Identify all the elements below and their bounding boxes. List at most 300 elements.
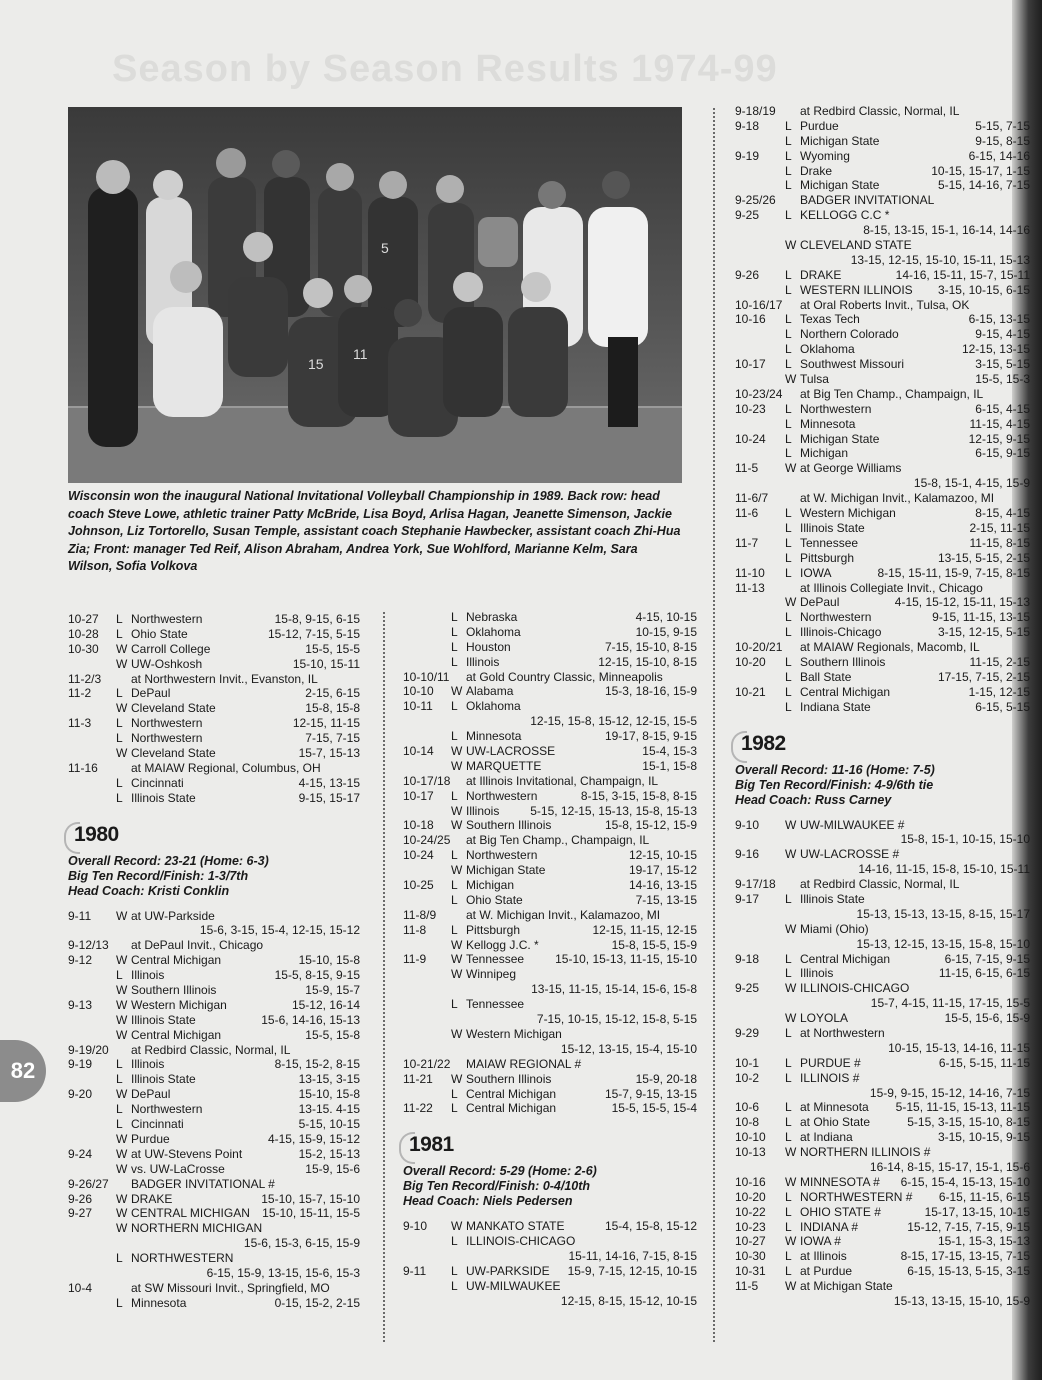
match-date: 11-21 (403, 1071, 433, 1086)
match-row (735, 312, 1030, 327)
match-row (68, 642, 360, 657)
match-result: L (785, 625, 792, 640)
match-scores: 5-15, 14-16, 7-15 (937, 178, 1030, 193)
match-date (735, 372, 785, 387)
match-opponent: Minnesota (466, 729, 522, 744)
match-result: W (451, 818, 463, 833)
match-scores: 15-5, 15-8 (305, 1027, 360, 1042)
match-opponent: Northwestern (466, 848, 538, 863)
match-opponent: UW-PARKSIDE (466, 1263, 550, 1278)
match-row (68, 701, 360, 716)
match-result: L (451, 1101, 458, 1116)
match-result: L (785, 312, 792, 327)
match-result: L (116, 626, 123, 641)
match-row (68, 1177, 360, 1192)
match-result: L (116, 612, 123, 626)
match-date (68, 1221, 116, 1236)
match-opponent: at Illinois (800, 1249, 847, 1264)
svg-text:15: 15 (308, 356, 324, 372)
match-scores: 6-15, 7-15, 9-15 (944, 951, 1030, 966)
match-opponent: Illinois (800, 966, 834, 981)
match-date (403, 655, 451, 670)
match-result: L (785, 267, 792, 282)
match-result: W (116, 1191, 128, 1206)
match-opponent: at Gold Country Classic, Minneapolis (466, 669, 663, 684)
match-opponent: at MAIAW Regional, Columbus, OH (131, 760, 321, 775)
match-scores-continued: 15-12, 13-15, 15-4, 15-10 (560, 1041, 697, 1056)
match-row (735, 1205, 1030, 1220)
match-opponent: PURDUE # (800, 1055, 861, 1070)
match-opponent: DePaul (131, 686, 171, 701)
match-opponent: Michigan (466, 878, 515, 893)
match-row (735, 357, 1030, 372)
match-row (68, 1102, 360, 1117)
match-date: 11-6 (735, 506, 759, 521)
match-opponent: Oklahoma (466, 624, 521, 639)
match-row (735, 178, 1030, 193)
match-result: L (785, 1070, 792, 1085)
match-result: W (785, 921, 797, 936)
season-heading (68, 822, 360, 852)
match-row (68, 1192, 360, 1207)
match-date: 10-4 (68, 1280, 93, 1295)
match-result: W (116, 1161, 128, 1176)
match-opponent: at Ohio State (800, 1115, 871, 1130)
match-result: L (785, 357, 792, 372)
match-row (68, 1057, 360, 1072)
match-scores: 14-16, 13-15 (628, 878, 697, 893)
match-scores: 19-17, 15-12 (628, 863, 697, 878)
match-result: W (785, 1279, 797, 1294)
match-date: 11-7 (735, 535, 759, 550)
match-row (735, 1130, 1030, 1145)
match-date: 9-17/18 (735, 877, 776, 892)
match-row (68, 998, 360, 1013)
match-date (735, 283, 785, 298)
match-scores: 13-15, 3-15 (298, 1072, 360, 1087)
match-result: W (116, 1206, 128, 1221)
match-opponent: DRAKE (131, 1191, 173, 1206)
match-opponent: at DePaul Invit., Chicago (131, 938, 264, 953)
match-result: L (785, 208, 792, 223)
match-row (68, 1281, 360, 1296)
match-scores: 3-15, 10-15, 9-15 (937, 1130, 1030, 1145)
match-row (735, 298, 1030, 313)
match-scores: 9-15, 8-15 (975, 133, 1030, 148)
match-date: 10-23 (735, 1219, 766, 1234)
match-date (403, 863, 451, 878)
match-date: 11-5 (735, 1279, 759, 1294)
match-scores: 8-15, 17-15, 13-15, 7-15 (900, 1249, 1030, 1264)
match-scores-continued: 15-13, 15-13, 13-15, 8-15, 15-17 (856, 906, 1030, 921)
match-scores: 3-15, 5-15 (975, 357, 1030, 372)
match-result: L (785, 446, 792, 461)
match-opponent: Indiana State (800, 699, 871, 714)
match-row (735, 1175, 1030, 1190)
match-scores: 6-15, 13-15 (968, 312, 1030, 327)
match-result: L (116, 1251, 123, 1266)
match-opponent: Drake (800, 163, 833, 178)
match-result: L (785, 1100, 792, 1115)
match-opponent: ILLINOIS-CHICAGO (800, 981, 910, 996)
match-scores: 15-6, 14-16, 15-13 (261, 1012, 360, 1027)
match-date: 9-16 (735, 847, 760, 862)
match-date (735, 164, 785, 179)
match-opponent: DePaul (131, 1087, 171, 1102)
match-scores: 8-15, 4-15 (975, 506, 1030, 521)
match-row (735, 536, 1030, 551)
match-opponent: Ohio State (131, 626, 188, 641)
match-opponent: WESTERN ILLINOIS (800, 282, 913, 297)
match-opponent: at W. Michigan Invit., Kalamazoo, MI (466, 907, 661, 922)
match-opponent: Oklahoma (466, 699, 521, 714)
match-scores: 15-5, 15-3 (975, 372, 1030, 387)
match-result: W (785, 461, 797, 476)
match-row (735, 417, 1030, 432)
match-date (68, 1013, 116, 1028)
match-date (68, 791, 116, 806)
match-scores: 12-15, 9-15 (968, 431, 1030, 446)
match-opponent: Southern Illinois (131, 983, 217, 998)
match-date (68, 1072, 116, 1087)
match-date (68, 1117, 116, 1132)
match-opponent: Wyoming (800, 148, 850, 163)
match-opponent: CLEVELAND STATE (800, 238, 912, 253)
match-opponent: Nebraska (466, 610, 518, 624)
match-result: W (785, 372, 797, 387)
match-date (403, 610, 451, 625)
match-date: 9-13 (68, 997, 93, 1012)
match-row (735, 193, 1030, 208)
match-date: 9-12 (68, 953, 93, 968)
match-row (735, 238, 1030, 253)
season-info-line: Head Coach: Niels Pedersen (403, 1194, 573, 1209)
match-date: 9-24 (68, 1146, 93, 1161)
match-date: 9-19/20 (68, 1042, 109, 1057)
match-result: L (785, 1264, 792, 1279)
match-row (735, 372, 1030, 387)
match-opponent: Illinois State (131, 1012, 196, 1027)
match-row (735, 818, 1030, 833)
match-date (735, 922, 785, 937)
match-date (735, 1011, 785, 1026)
season-bracket-mark (399, 1132, 415, 1164)
match-date (403, 938, 451, 953)
match-result: W (451, 937, 463, 952)
match-scores: 15-5, 15-5 (305, 641, 360, 656)
match-scores: 15-10, 15-7, 15-10 (261, 1191, 360, 1206)
match-scores-continued: 15-6, 3-15, 15-4, 12-15, 15-12 (199, 923, 360, 938)
match-scores: 4-15, 15-9, 15-12 (267, 1131, 360, 1146)
match-scores: 15-5, 15-6, 15-9 (944, 1011, 1030, 1026)
match-date: 11-2 (68, 686, 92, 701)
match-date (68, 701, 116, 716)
match-date: 10-13 (735, 1145, 766, 1160)
match-date: 10-14 (403, 744, 434, 759)
match-opponent: at Oral Roberts Invit., Tulsa, OK (800, 297, 970, 312)
match-date (735, 625, 785, 640)
match-row (735, 670, 1030, 685)
match-opponent: UW-LACROSSE # (800, 847, 900, 862)
match-scores: 15-9, 15-6 (305, 1161, 360, 1176)
match-result: L (785, 431, 792, 446)
match-row (68, 1043, 360, 1058)
match-date (735, 610, 785, 625)
match-date: 9-10 (403, 1219, 428, 1234)
match-result (451, 908, 466, 923)
match-result: W (116, 983, 128, 998)
match-date (68, 746, 116, 761)
match-scores: 9-15, 15-17 (298, 790, 360, 805)
match-date: 10-25 (403, 878, 434, 893)
match-result: L (785, 669, 792, 684)
page-number-tab: 82 (0, 1040, 46, 1102)
match-opponent: DePaul (800, 595, 840, 610)
match-opponent: at Michigan State (800, 1279, 893, 1294)
match-row (403, 684, 697, 699)
match-row (735, 327, 1030, 342)
match-row (735, 551, 1030, 566)
match-opponent: at Northwestern (800, 1025, 885, 1040)
match-result: L (785, 966, 792, 981)
match-date: 10-21 (735, 684, 766, 699)
match-date (735, 134, 785, 149)
match-opponent: Pittsburgh (800, 550, 855, 565)
match-result: W (116, 746, 128, 761)
season-info-line: Overall Record: 11-16 (Home: 7-5) (735, 762, 935, 777)
match-date: 9-29 (735, 1025, 760, 1040)
match-scores: 6-15, 9-15 (975, 446, 1030, 461)
match-row (403, 908, 697, 923)
match-date (403, 804, 451, 819)
match-opponent: Western Michigan (466, 1026, 562, 1041)
match-scores: 14-16, 15-11, 15-7, 15-11 (895, 267, 1030, 282)
match-opponent: LOYOLA (800, 1011, 849, 1026)
match-row (735, 847, 1030, 862)
match-result (785, 298, 800, 313)
match-result: L (785, 654, 792, 669)
match-date (735, 342, 785, 357)
match-date: 10-10 (403, 684, 434, 699)
match-row (403, 625, 697, 640)
match-result (116, 761, 131, 776)
match-row (735, 342, 1030, 357)
match-date: 10-16/17 (735, 297, 783, 312)
match-date: 9-25 (735, 208, 760, 223)
match-scores: 4-15, 13-15 (298, 775, 360, 790)
match-date (735, 670, 785, 685)
match-result: W (451, 1071, 463, 1086)
match-row (403, 997, 697, 1012)
match-result: L (116, 686, 123, 701)
match-scores: 15-8, 9-15, 6-15 (274, 612, 360, 626)
match-result: W (116, 953, 128, 968)
match-result (785, 193, 800, 208)
match-row (735, 1190, 1030, 1205)
match-row (735, 432, 1030, 447)
match-scores: 15-8, 15-8 (305, 701, 360, 716)
season-info-line: Head Coach: Russ Carney (735, 792, 892, 807)
match-opponent: Michigan State (800, 133, 880, 148)
match-date: 9-17 (735, 891, 760, 906)
match-result: L (785, 1055, 792, 1070)
match-date (735, 966, 785, 981)
match-row (403, 729, 697, 744)
match-date (403, 1027, 451, 1042)
match-result: L (451, 1263, 458, 1278)
match-result: W (451, 1219, 463, 1234)
match-row (68, 1072, 360, 1087)
match-scores: 15-5, 15-5, 15-4 (611, 1101, 697, 1116)
match-row (68, 1296, 360, 1311)
match-date: 9-19 (68, 1057, 93, 1072)
match-result: L (116, 790, 123, 805)
match-scores: 9-15, 4-15 (975, 327, 1030, 342)
match-opponent: Central Michigan (131, 1027, 222, 1042)
match-opponent: Cincinnati (131, 1117, 184, 1132)
match-opponent: MAIAW REGIONAL # (466, 1056, 582, 1071)
match-opponent: Southern Illinois (466, 818, 552, 833)
match-scores: 15-7, 9-15, 13-15 (604, 1086, 697, 1101)
match-date (68, 776, 116, 791)
match-result: W (116, 908, 128, 923)
match-result: L (785, 1204, 792, 1219)
match-opponent: Purdue (131, 1131, 170, 1146)
match-date: 10-31 (735, 1264, 766, 1279)
match-scores: 15-12, 16-14 (291, 997, 360, 1012)
match-date: 10-23 (735, 401, 766, 416)
match-row (735, 119, 1030, 134)
match-scores: 6-15, 5-15, 11-15 (938, 1055, 1030, 1070)
match-opponent: KELLOGG C.C * (800, 208, 890, 223)
match-scores-continued: 12-15, 15-8, 15-12, 12-15, 15-5 (530, 714, 697, 729)
match-scores: 12-15, 10-15 (628, 848, 697, 863)
match-row (403, 878, 697, 893)
match-row (68, 627, 360, 642)
match-result (785, 387, 800, 402)
match-date: 9-11 (403, 1263, 427, 1278)
match-result: W (785, 981, 797, 996)
match-result: L (451, 1234, 458, 1249)
season-bracket-mark (64, 822, 80, 854)
match-result: L (785, 342, 792, 357)
match-result: L (785, 133, 792, 148)
match-opponent: Western Michigan (800, 506, 896, 521)
match-result: L (785, 282, 792, 297)
match-date: 9-26 (735, 267, 760, 282)
match-date: 11-13 (735, 580, 765, 595)
match-date: 10-16 (735, 1174, 766, 1189)
match-result: L (785, 699, 792, 714)
match-date: 10-27 (68, 612, 99, 626)
match-date: 9-19 (735, 148, 760, 163)
match-opponent: vs. UW-LaCrosse (131, 1161, 225, 1176)
match-result: W (785, 817, 797, 832)
match-row (735, 566, 1030, 581)
match-date: 10-11 (403, 699, 433, 714)
match-result: L (785, 520, 792, 535)
match-date (735, 446, 785, 461)
match-date: 10-21/22 (403, 1056, 451, 1071)
match-scores: 8-15, 3-15, 15-8, 8-15 (580, 788, 697, 803)
match-row (735, 655, 1030, 670)
results-column-1 (68, 612, 360, 1311)
match-opponent: Central Michigan (131, 953, 222, 968)
match-date: 10-18 (403, 818, 434, 833)
match-date: 11-5 (735, 461, 759, 476)
match-date: 10-20 (735, 1189, 766, 1204)
match-opponent: at Big Ten Champ., Champaign, IL (466, 833, 650, 848)
match-scores: 15-17, 13-15, 10-15 (924, 1204, 1030, 1219)
match-scores: 12-15, 13-15 (961, 342, 1030, 357)
match-opponent: Central Michigan (800, 684, 891, 699)
match-opponent: at Redbird Classic, Normal, IL (800, 104, 960, 118)
match-date: 10-17/18 (403, 773, 451, 788)
match-row (735, 640, 1030, 655)
match-date: 9-26 (68, 1191, 93, 1206)
match-opponent: Tulsa (800, 372, 829, 387)
match-result: L (785, 1219, 792, 1234)
match-row (735, 1234, 1030, 1249)
match-opponent: at Illinois Invitational, Champaign, IL (466, 773, 659, 788)
match-opponent: MARQUETTE (466, 758, 542, 773)
match-result (785, 581, 800, 596)
match-opponent: NORTHWESTERN (131, 1251, 234, 1266)
photo-caption: Wisconsin won the inaugural National Invitational Volleyball Championship in 1989. Back row: head coach Steve Lowe, athletic trainer Patty McBride, Lisa Boyd, Arlisa Hagan, Jeanette Simenson, Jackie Johnson, Liz Tortorello, Susan Temple, assistant coach Stephanie Hawbecker, assistant coach Zhi-Hua Zia; Front: manager Ted Reif, Alison Abraham, Andrea York, Sue Wohlford, Marianne Kelm, Sara Wilson, Sofia Volkova (68, 489, 681, 573)
match-row (735, 1220, 1030, 1235)
match-opponent: Purdue (800, 118, 839, 133)
match-opponent: Illinois State (131, 790, 196, 805)
match-row (68, 1251, 360, 1266)
match-row (68, 1206, 360, 1221)
match-result: L (451, 848, 458, 863)
match-scores: 15-5, 8-15, 9-15 (274, 968, 360, 983)
match-result (785, 640, 800, 655)
team-photo (68, 107, 682, 483)
match-scores: 15-7, 15-13 (298, 746, 360, 761)
match-row (735, 283, 1030, 298)
match-result: W (451, 863, 463, 878)
match-opponent: Ohio State (466, 892, 523, 907)
match-result: L (451, 892, 458, 907)
match-result: W (785, 238, 797, 253)
match-opponent: Northern Colorado (800, 327, 899, 342)
page-ghost-title: Season by Season Results 1974-99 (112, 48, 778, 90)
match-date (735, 521, 785, 536)
match-row (403, 1264, 697, 1279)
match-result: L (451, 610, 458, 624)
match-result (116, 1281, 131, 1296)
match-opponent: at Big Ten Champ., Champaign, IL (800, 386, 984, 401)
match-opponent: Cincinnati (131, 775, 184, 790)
match-date: 11-9 (403, 952, 427, 967)
match-opponent: Tennessee (466, 997, 525, 1012)
match-date: 10-10/11 (403, 669, 450, 684)
match-result: W (785, 1234, 797, 1249)
match-row (735, 1100, 1030, 1115)
match-result (451, 774, 466, 789)
match-date: 10-30 (735, 1249, 766, 1264)
match-row (68, 1028, 360, 1043)
match-row (735, 149, 1030, 164)
match-result: L (451, 922, 458, 937)
match-result: L (785, 1130, 792, 1145)
match-scores-continued: 15-8, 15-1, 10-15, 15-10 (900, 832, 1030, 847)
match-date: 10-23/24 (735, 386, 783, 401)
match-date (68, 657, 116, 672)
match-scores: 5-15, 7-15 (975, 118, 1030, 133)
match-result: W (451, 758, 463, 773)
